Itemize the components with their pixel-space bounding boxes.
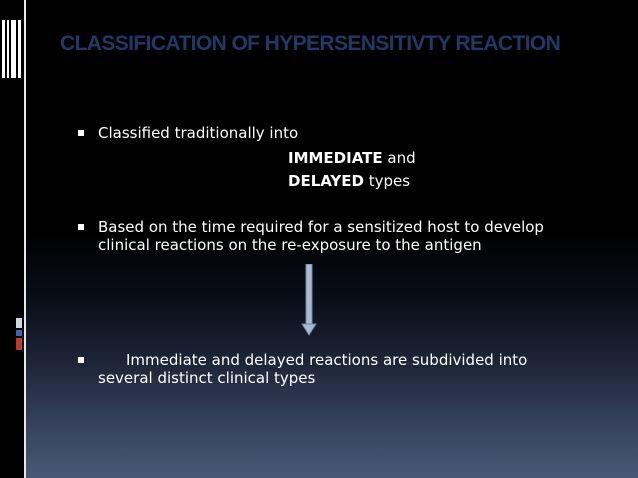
bullet-1-immediate-line [288,149,416,168]
left-divider-line [24,0,26,478]
immediate-suffix: and [382,149,416,167]
decor-accent-gray [16,318,22,328]
decor-bar [11,20,16,78]
bullet-3-line-1: Immediate and delayed reactions are subdivided into [126,351,528,369]
immediate-term: IMMEDIATE [288,149,383,167]
bullet-3-line-2: several distinct clinical types [98,369,316,387]
square-bullet-icon [78,224,84,230]
bullet-2-line-2: clinical reactions on the re-exposure to the antigen [98,236,482,254]
decor-bar [2,20,5,78]
decor-accent-blue [16,330,22,336]
bullet-2-line-1: Based on the time required for a sensitized host to develop [98,218,544,236]
square-bullet-icon [78,357,84,363]
bullet-1-text: Classified traditionally into [98,124,299,142]
decor-accent-red [16,338,22,350]
delayed-term: DELAYED [288,172,364,190]
slide-title: CLASSIFICATION OF HYPERSENSITIVTY REACTION [60,32,561,55]
decor-bar [7,20,9,78]
delayed-suffix: types [364,172,411,190]
down-arrow-icon [301,264,317,336]
bullet-1-delayed-line [288,172,410,191]
decor-bar [18,20,21,78]
square-bullet-icon [78,130,84,136]
